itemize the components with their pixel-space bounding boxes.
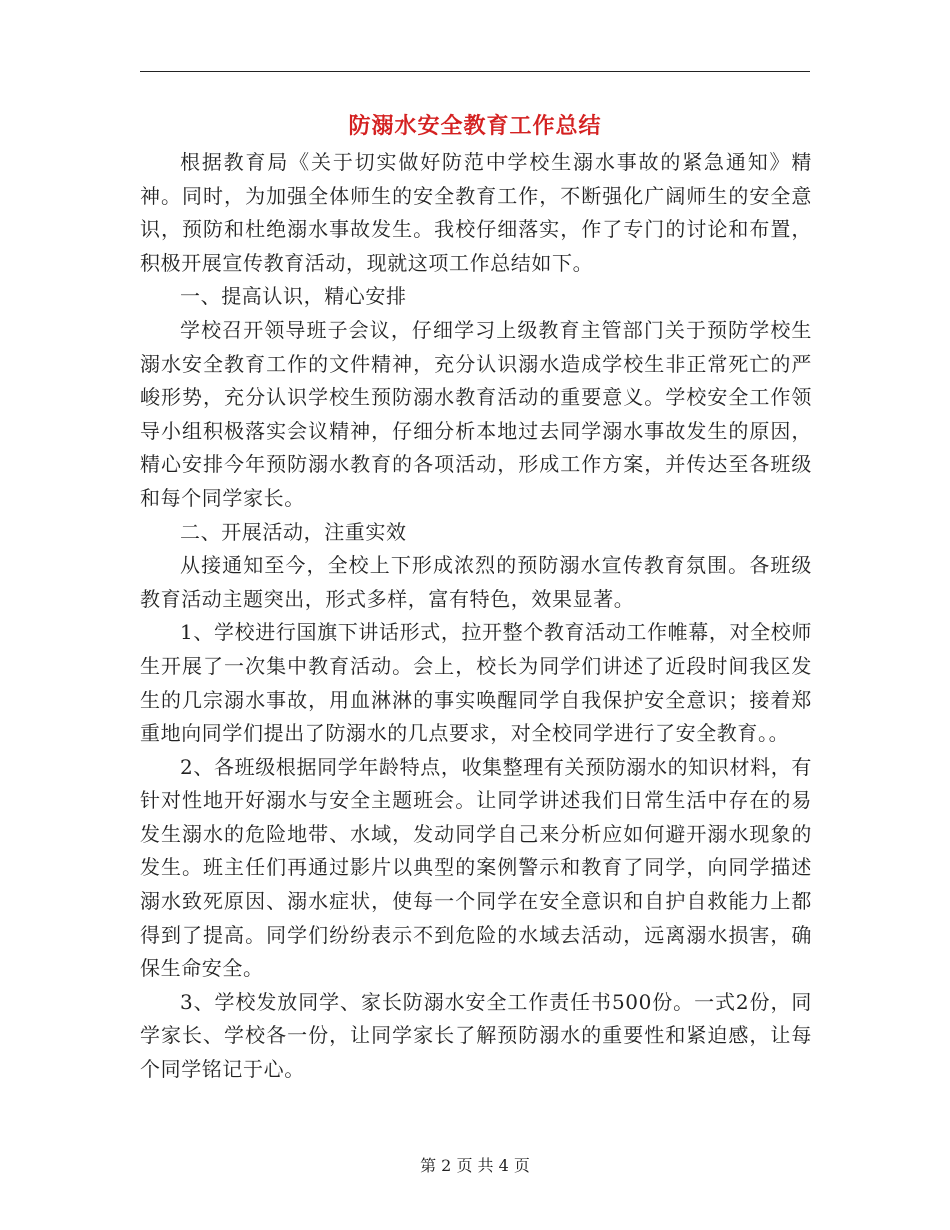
body-paragraph: 从接通知至今，全校上下形成浓烈的预防溺水宣传教育氛围。各班级教育活动主题突出，形式多样，富有特色，效果显著。 bbox=[140, 553, 812, 611]
intro-paragraph: 根据教育局《关于切实做好防范中学校生溺水事故的紧急通知》精神。同时，为加强全体师生的安全教育工作，不断强化广阔师生的安全意识，预防和杜绝溺水事故发生。我校仔细落实，作了专门的讨论和布置，积极开展宣传教育活动，现就这项工作总结如下。 bbox=[140, 150, 812, 275]
page-footer bbox=[140, 1154, 810, 1178]
list-item-paragraph: 1、学校进行国旗下讲话形式，拉开整个教育活动工作帷幕，对全校师生开展了一次集中教育活动。会上，校长为同学们讲述了近段时间我区发生的几宗溺水事故，用血淋淋的事实唤醒同学自我保护安全意识；接着郑重地向同学们提出了防溺水的几点要求，对全校同学进行了安全教育。。 bbox=[140, 620, 812, 746]
document-title: 防溺水安全教育工作总结 bbox=[348, 113, 602, 139]
section-heading-2: 二、开展活动，注重实效 bbox=[180, 519, 407, 544]
list-item-paragraph: 3、学校发放同学、家长防溺水安全工作责任书500份。一式2份，同学家长、学校各一份，让同学家长了解预防溺水的重要性和紧迫感，让每个同学铭记于心。 bbox=[140, 989, 812, 1082]
list-item-paragraph: 2、各班级根据同学年龄特点，收集整理有关预防溺水的知识材料，有针对性地开好溺水与安全主题班会。让同学讲述我们日常生活中存在的易发生溺水的危险地带、水域，发动同学自己来分析应如何避开溺水现象的发生。班主任们再通过影片以典型的案例警示和教育了同学，向同学描述溺水致死原因、溺水症状，使每一个同学在安全意识和自护自救能力上都得到了提高。同学们纷纷表示不到危险的水域去活动，远离溺水损害，确保生命安全。 bbox=[140, 754, 812, 981]
body-paragraph: 学校召开领导班子会议，仔细学习上级教育主管部门关于预防学校生溺水安全教育工作的文件精神，充分认识溺水造成学校生非正常死亡的严峻形势，充分认识学校生预防溺水教育活动的重要意义。学校安全工作领导小组积极落实会议精神，仔细分析本地过去同学溺水事故发生的原因，精心安排今年预防溺水教育的各项活动，形成工作方案，并传达至各班级和每个同学家长。 bbox=[140, 317, 812, 510]
document-body bbox=[140, 146, 812, 1087]
section-heading-1: 一、提高认识，精心安排 bbox=[180, 284, 407, 309]
header-rule bbox=[140, 71, 810, 72]
page-number: 第 2 页 共 4 页 bbox=[420, 1156, 530, 1175]
